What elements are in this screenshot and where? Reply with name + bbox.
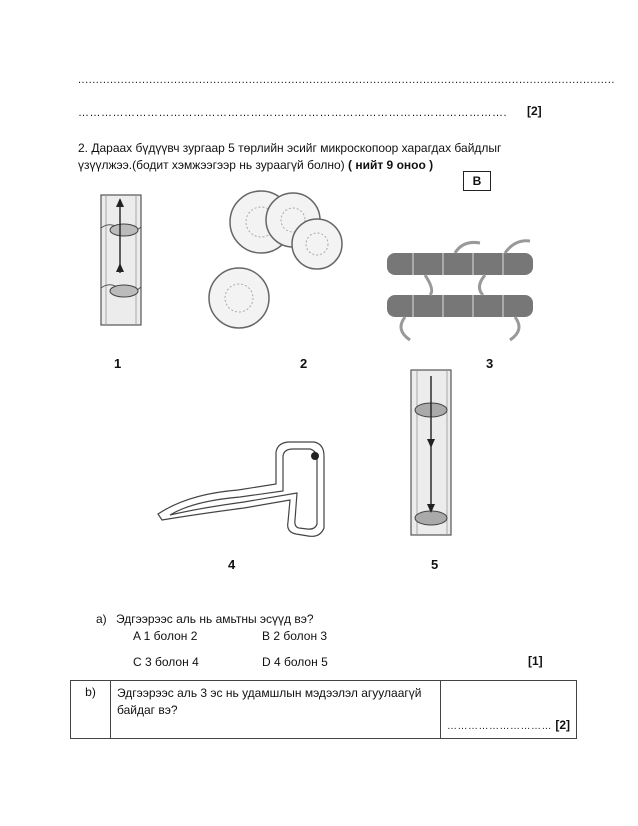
figure-2-label: 2: [300, 356, 308, 371]
figure-1-label: 1: [114, 356, 122, 371]
part-b-label: b): [71, 681, 111, 739]
section-b-box: B: [463, 171, 491, 191]
part-b-question-line-1: Эдгээрээс аль 3 эс нь удамшлын мэдээлэл агуулаагүй: [117, 686, 422, 700]
figure-4-nerve-cell: [148, 438, 333, 543]
part-a-marks: [1]: [528, 654, 543, 668]
figure-5-label: 5: [431, 557, 439, 572]
question-2-total-marks: ( нийт 9 оноо ): [348, 158, 434, 172]
figure-5-phloem-tube: [407, 368, 459, 538]
part-a-option-a[interactable]: A 1 болон 2: [133, 629, 198, 643]
question-2-line-1: 2. Дараах бүдүүвч зургаар 5 төрлийн эсийг микроскопоор харагдах байдлыг: [78, 141, 502, 155]
figure-3-label: 3: [486, 356, 494, 371]
part-a-option-c[interactable]: C 3 болон 4: [133, 655, 199, 669]
part-a-option-d[interactable]: D 4 болон 5: [262, 655, 328, 669]
part-b-question-cell: [111, 681, 441, 739]
figure-4-label: 4: [228, 557, 236, 572]
question-2-line-2-text: үзүүлжээ.(бодит хэмжээгээр нь зураагүй болно): [78, 158, 345, 172]
part-a-question: Эдгээрээс аль нь амьтны эсүүд вэ?: [116, 612, 314, 626]
figure-3-muscle-fibres: [385, 235, 535, 345]
part-a-label: a): [96, 612, 107, 626]
part-b-question-line-2: байдаг вэ?: [117, 703, 178, 717]
answer-line-1: .......................................................................................................................................................: [78, 74, 615, 86]
figure-2-red-blood-cells: [205, 188, 340, 348]
part-b-table: [70, 680, 577, 739]
part-b-marks: [2]: [555, 718, 570, 732]
part-b-answer-cell[interactable]: [440, 681, 576, 739]
figure-1-xylem-vessel: [98, 193, 150, 328]
marks-line-2: [2]: [527, 104, 542, 118]
part-b-answer-line: …………………………: [446, 721, 552, 732]
part-a-option-b[interactable]: B 2 болон 3: [262, 629, 328, 643]
answer-line-2: ………………………………………………………………………………………………….: [78, 107, 508, 119]
question-2-text: [78, 140, 558, 174]
